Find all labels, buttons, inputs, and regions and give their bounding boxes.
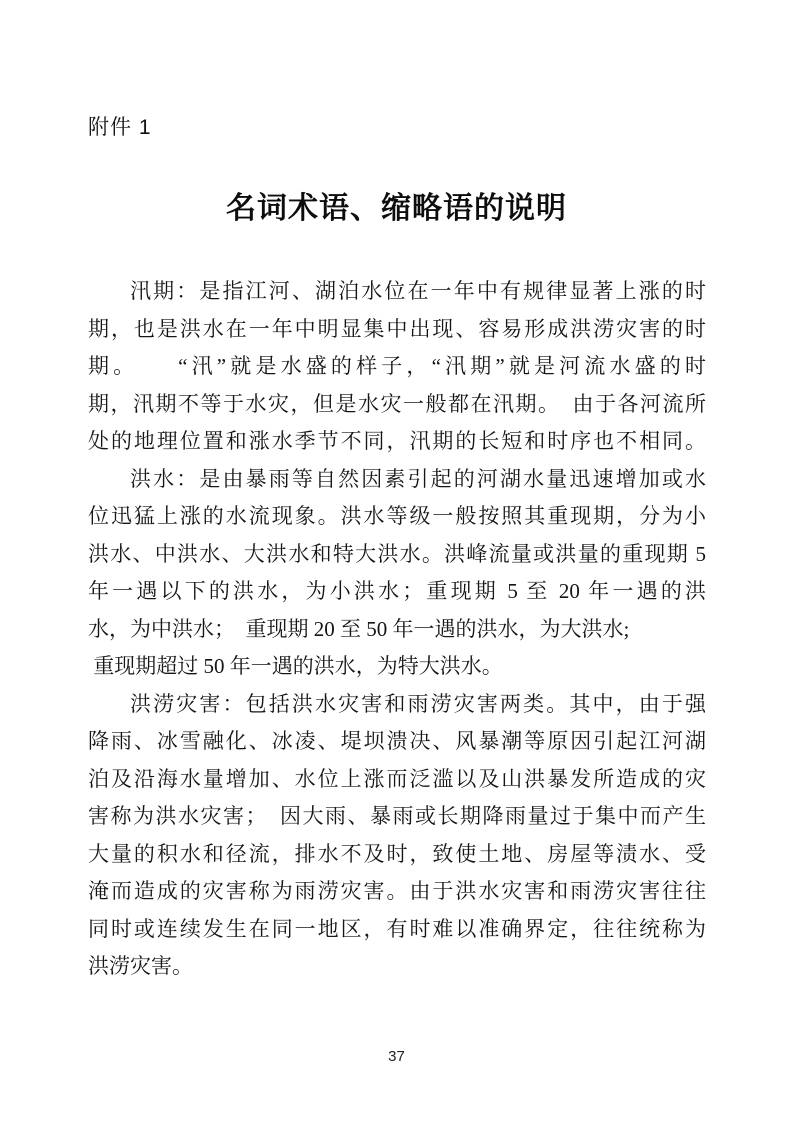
text-line: 水，为中洪水； 重现期 20 至 50 年一遇的洪水，为大洪水; [88, 616, 630, 641]
text-line: 大量的积水和径流，排水不及时，致使土地、房屋等渍水、受 [88, 841, 706, 866]
text-line: 泊及沿海水量增加、水位上涨而泛滥以及山洪暴发所造成的灾 [88, 766, 706, 791]
text-line: 位迅猛上涨的水流现象。洪水等级一般按照其重现期，分为小 [88, 504, 706, 528]
text-line: 洪涝灾害：包括洪水灾害和雨涝灾害两类。其中，由于强 [130, 691, 706, 716]
text-line: 洪涝灾害。 [88, 954, 193, 978]
text-line: 期，汛期不等于水灾，但是水灾一般都在汛期。 由于各河流所 [88, 391, 706, 416]
text-line: 年一遇以下的洪水，为小洪水；重现期 5 至 20 年一遇的洪 [88, 579, 706, 603]
text-line: 淹而造成的灾害称为雨涝灾害。由于洪水灾害和雨涝灾害往往 [88, 879, 706, 903]
document-body [88, 273, 706, 986]
page-footer [0, 1047, 793, 1067]
paragraph-1-汛期 [88, 273, 706, 461]
text-line: 洪水：是由暴雨等自然因素引起的河湖水量迅速增加或水 [130, 466, 706, 491]
text-line: 期。 “汛”就是水盛的样子，“汛期”就是河流水盛的时 [88, 354, 706, 378]
document-title: 名词术语、缩略语的说明 [226, 192, 567, 225]
text-line: 降雨、冰雪融化、冰凌、堤坝溃决、风暴潮等原因引起江河湖 [88, 729, 706, 753]
text-line: 洪水、中洪水、大洪水和特大洪水。洪峰流量或洪量的重现期 5 [88, 541, 706, 566]
attachment-label: 附件 1 [88, 116, 152, 139]
text-line: 同时或连续发生在同一地区，有时难以准确界定，往往统称为 [88, 916, 706, 941]
text-line: 汛期：是指江河、湖泊水位在一年中有规律显著上涨的时 [130, 279, 706, 303]
text-line: 期，也是洪水在一年中明显集中出现、容易形成洪涝灾害的时 [88, 316, 706, 341]
text-line: 害称为洪水灾害； 因大雨、暴雨或长期降雨量过于集中而产生 [88, 804, 706, 828]
text-line: 重现期超过 50 年一遇的洪水，为特大洪水。 [88, 654, 503, 678]
paragraph-3-洪涝灾害 [88, 686, 706, 986]
paragraph-2-洪水 [88, 461, 706, 686]
text-line: 处的地理位置和涨水季节不同，汛期的长短和时序也不相同。 [88, 429, 706, 453]
page-number: 37 [388, 1048, 405, 1065]
